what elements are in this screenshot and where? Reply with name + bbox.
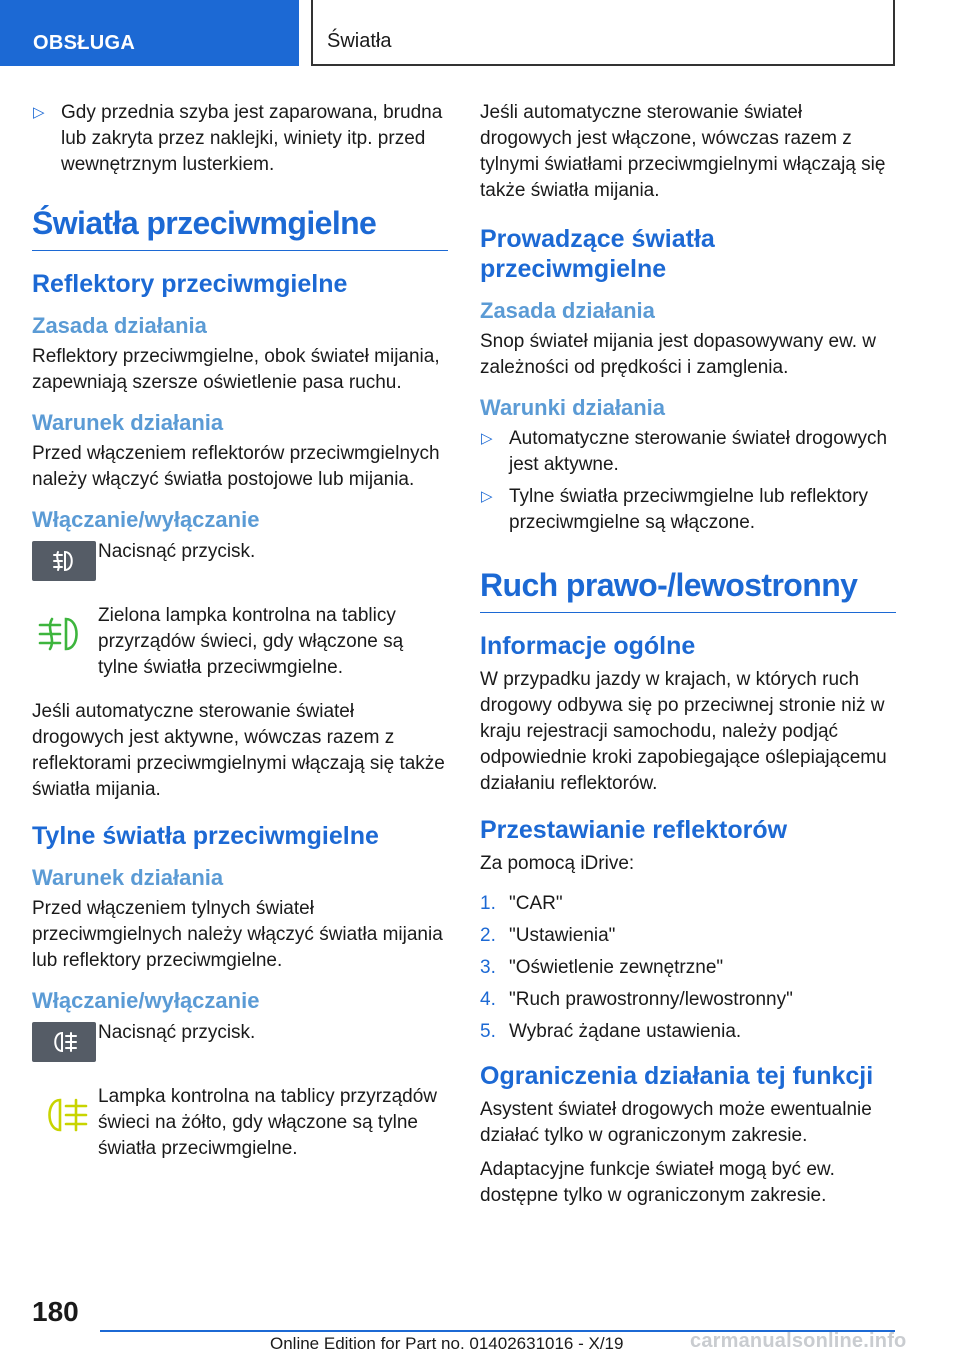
section-heading: Przestawianie reflektorów bbox=[480, 816, 788, 844]
paragraph: Jeśli automatyczne sterowanie świateł drogowych jest włączone, wówczas razem z tylnymi światłami przeciwmgielnymi włączają się także światła mijania. bbox=[480, 102, 886, 201]
subsection-heading: Włączanie/wyłączanie bbox=[32, 507, 260, 532]
rear-fog-lamp-icon bbox=[32, 1092, 96, 1138]
list-item: ▷ Automatyczne sterowanie świateł drogowych jest aktywne. bbox=[481, 428, 888, 475]
right-column bbox=[480, 100, 896, 1217]
subsection-heading: Warunek działania bbox=[32, 865, 224, 890]
triangle-bullet-icon: ▷ bbox=[481, 488, 493, 505]
button-instruction bbox=[32, 539, 448, 593]
paragraph: Adaptacyjne funkcje świateł mogą być ew. dostępne tylko w ograniczonym zakresie. bbox=[480, 1159, 835, 1206]
left-column bbox=[32, 100, 448, 1180]
list-item: 3. "Oświetlenie zewnętrzne" bbox=[480, 957, 724, 978]
section-heading: Ograniczenia działania tej funkcji bbox=[480, 1062, 874, 1090]
list-item: ▷ Gdy przednia szyba jest zaparowana, brudna lub zakryta przez naklejki, winiety itp. przed wewnętrznym lusterkiem. bbox=[33, 102, 443, 175]
chapter-heading: Ruch prawo-/lewostronny bbox=[480, 566, 896, 613]
rear-fog-button-icon bbox=[32, 1022, 96, 1062]
section-heading: Prowadzące światła przeciwmgielne bbox=[480, 225, 715, 283]
steps-list bbox=[480, 891, 896, 1045]
list-item: 4. "Ruch prawostronny/lewostronny" bbox=[480, 989, 793, 1010]
list-item: ▷ Tylne światła przeciwmgielne lub reflektory przeciwmgielne są włączone. bbox=[481, 486, 869, 533]
section-heading: Reflektory przeciwmgielne bbox=[32, 270, 348, 298]
button-instruction bbox=[32, 1020, 448, 1074]
chapter-title: Światła bbox=[311, 0, 895, 66]
paragraph: W przypadku jazdy w krajach, w których ruch drogowy odbywa się po przeciwnej stronie niż w kraju rejestracji samochodu, należy podjąć odpowiednie kroki zapobiegające oślepiającemu działaniu reflektorów. bbox=[480, 669, 887, 794]
paragraph: Przed włączeniem tylnych świateł przeciwmgielnych należy włączyć światła mijania lub reflektory przeciwmgielne. bbox=[32, 898, 443, 971]
chapter-heading: Światła przeciwmgielne bbox=[32, 204, 448, 251]
list-item: 1. "CAR" bbox=[480, 893, 563, 914]
section-heading: Informacje ogólne bbox=[480, 632, 696, 660]
paragraph: Przed włączeniem reflektorów przeciwmgielnych należy włączyć światła postojowe lub mijania. bbox=[32, 443, 440, 490]
watermark: carmanualsonline.info bbox=[690, 1330, 907, 1352]
indicator-text: Zielona lampka kontrolna na tablicy przyrządów świeci, gdy włączone są tylne światła przeciwmgielne. bbox=[98, 605, 404, 678]
indicator-info bbox=[32, 603, 448, 689]
subsection-heading: Warunki działania bbox=[480, 395, 666, 420]
paragraph: Asystent świateł drogowych może ewentualnie działać tylko w ograniczonym zakresie. bbox=[480, 1099, 872, 1146]
page-header bbox=[0, 0, 960, 66]
paragraph: Reflektory przeciwmgielne, obok świateł mijania, zapewniają szersze oświetlenie pasa ruchu. bbox=[32, 346, 440, 393]
paragraph: Jeśli automatyczne sterowanie świateł drogowych jest aktywne, wówczas razem z reflektorami przeciwmgielnymi włączają się także światła mijania. bbox=[32, 701, 445, 800]
front-fog-button-icon bbox=[32, 541, 96, 581]
list-item: 2. "Ustawienia" bbox=[480, 925, 616, 946]
list-item: 5. Wybrać żądane ustawienia. bbox=[480, 1021, 742, 1042]
page-number: 180 bbox=[32, 1296, 79, 1327]
section-heading: Tylne światła przeciwmgielne bbox=[32, 822, 379, 850]
edition-note: Online Edition for Part no. 01402631016 - X/19 bbox=[270, 1334, 624, 1353]
triangle-bullet-icon: ▷ bbox=[33, 104, 45, 121]
subsection-heading: Zasada działania bbox=[32, 313, 207, 338]
triangle-bullet-icon: ▷ bbox=[481, 430, 493, 447]
subsection-heading: Warunek działania bbox=[32, 410, 224, 435]
bullet-list bbox=[480, 426, 896, 536]
subsection-heading: Włączanie/wyłączanie bbox=[32, 988, 260, 1013]
instruction-text: Nacisnąć przycisk. bbox=[98, 541, 256, 562]
section-tab: OBSŁUGA bbox=[0, 0, 299, 66]
subsection-heading: Zasada działania bbox=[480, 298, 655, 323]
instruction-text: Nacisnąć przycisk. bbox=[98, 1022, 256, 1043]
paragraph: Za pomocą iDrive: bbox=[480, 853, 635, 874]
bullet-list bbox=[32, 100, 448, 178]
indicator-text: Lampka kontrolna na tablicy przyrządów świeci na żółto, gdy włączone są tylne światła przeciwmgielne. bbox=[98, 1086, 438, 1159]
front-fog-lamp-icon bbox=[32, 611, 96, 657]
indicator-info bbox=[32, 1084, 448, 1170]
paragraph: Snop świateł mijania jest dopasowywany ew. w zależności od prędkości i zamglenia. bbox=[480, 331, 877, 378]
